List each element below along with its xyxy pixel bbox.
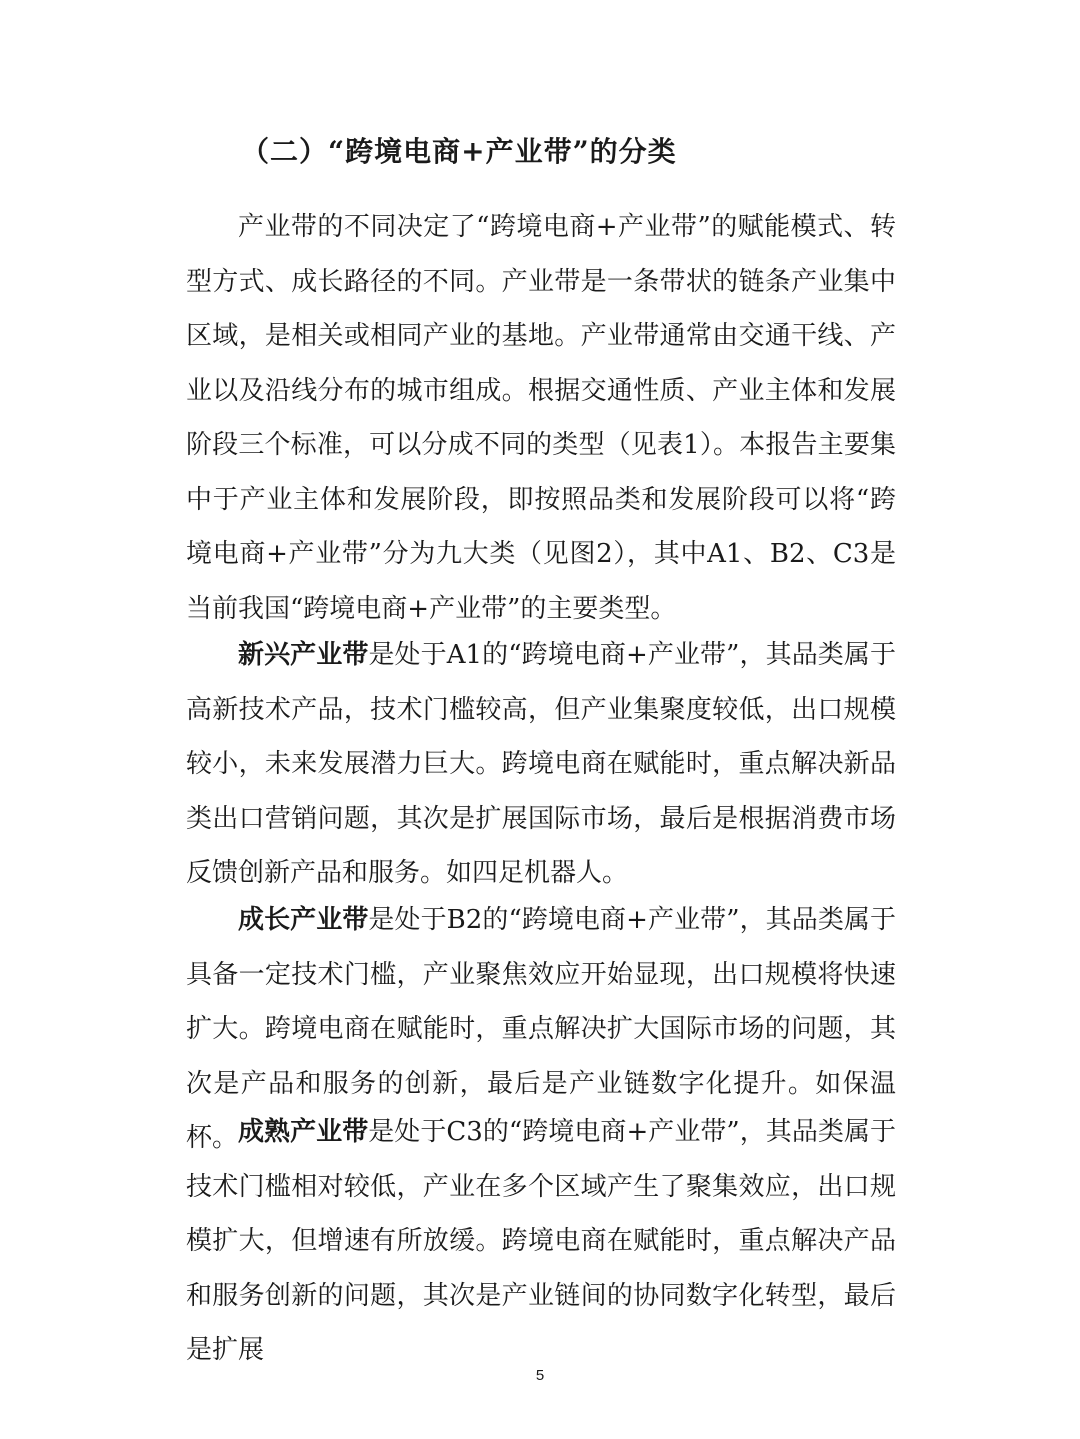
term-emerging-belt: 新兴产业带	[238, 640, 369, 670]
term-growing-belt: 成长产业带	[238, 905, 369, 935]
paragraph-emerging-belt	[186, 628, 896, 901]
paragraph-text: 是处于A1的“跨境电商+产业带”，其品类属于高新技术产品，技术门槛较高，但产业集聚度较低，出口规模较小，未来发展潜力巨大。跨境电商在赋能时，重点解决新品类出口营销问题，其次是扩展国际市场，最后是根据消费市场反馈创新产品和服务。如四足机器人。	[186, 640, 896, 888]
term-mature-belt: 成熟产业带	[238, 1117, 369, 1147]
paragraph-intro	[186, 200, 896, 636]
paragraph-mature-belt	[186, 1105, 896, 1378]
paragraph-text: 产业带的不同决定了“跨境电商+产业带”的赋能模式、转型方式、成长路径的不同。产业带是一条带状的链条产业集中区域，是相关或相同产业的基地。产业带通常由交通干线、产业以及沿线分布的城市组成。根据交通性质、产业主体和发展阶段三个标准，可以分成不同的类型（见表1）。本报告主要集中于产业主体和发展阶段，即按照品类和发展阶段可以将“跨境电商+产业带”分为九大类（见图2），其中A1、B2、C3是当前我国“跨境电商+产业带”的主要类型。	[186, 212, 896, 624]
paragraph-text: 是处于C3的“跨境电商+产业带”，其品类属于技术门槛相对较低，产业在多个区域产生了聚集效应，出口规模扩大，但增速有所放缓。跨境电商在赋能时，重点解决产品和服务创新的问题，其次是产业链间的协同数字化转型，最后是扩展	[186, 1117, 896, 1365]
paragraph-text: 是处于B2的“跨境电商+产业带”，其品类属于具备一定技术门槛，产业聚焦效应开始显现，出口规模将快速扩大。跨境电商在赋能时，重点解决扩大国际市场的问题，其次是产品和服务的创新，最后是产业链数字化提升。如保温杯。	[186, 905, 896, 1153]
page-number: 5	[535, 1367, 545, 1384]
section-heading: （二）“跨境电商+产业带”的分类	[241, 135, 677, 168]
